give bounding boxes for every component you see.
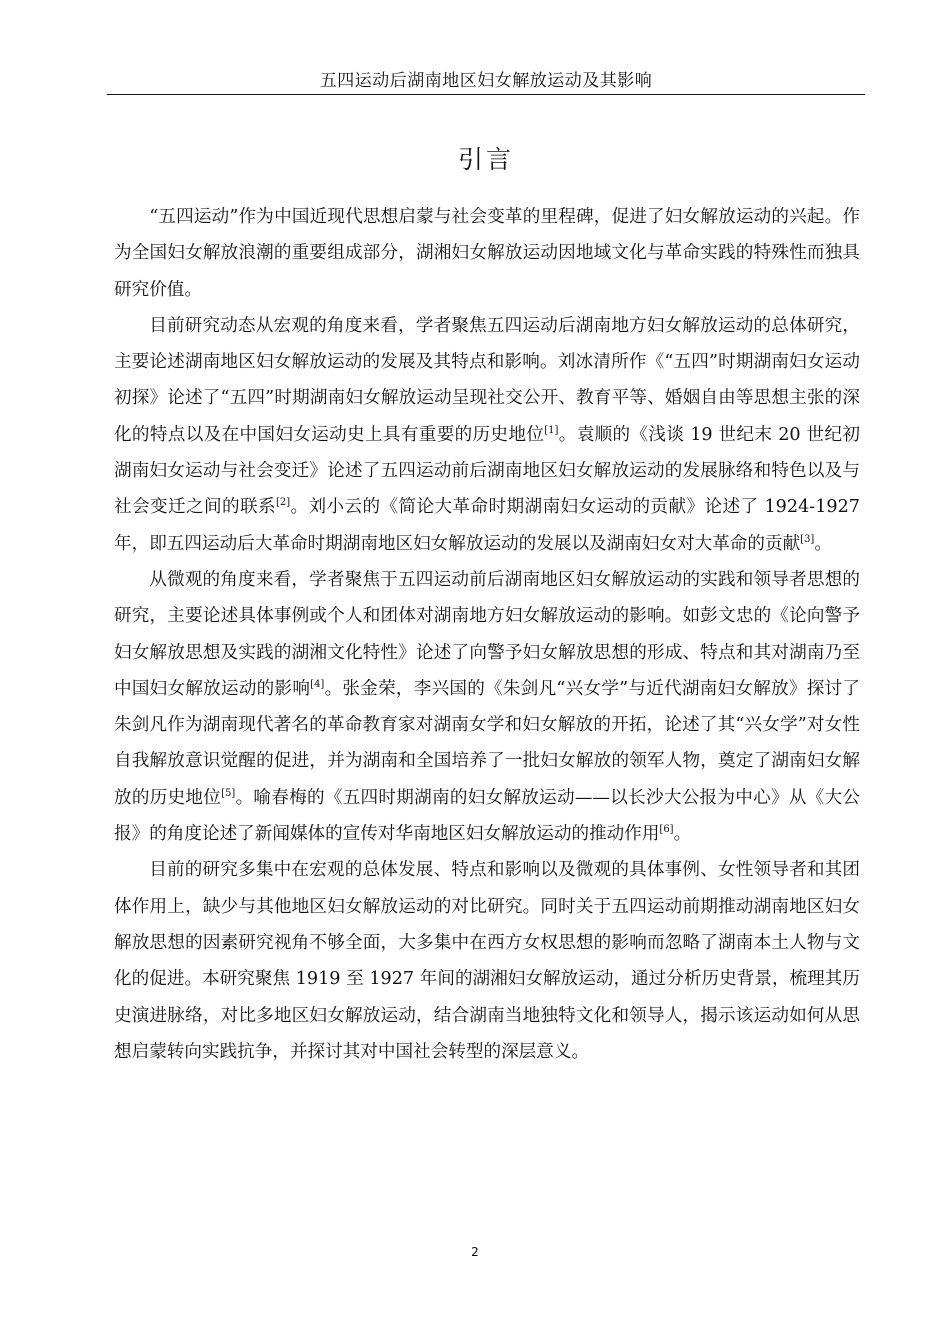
paragraph-text: 。袁顺的《浅谈 19 世纪末 20 世纪初湖南妇女运动与社会变迁》论述了五四运动前后湖南地区妇女解放运动的发展脉络和特色以及与社会变迁之间的联系 xyxy=(114,424,860,518)
paragraph xyxy=(114,562,860,852)
paragraph-text: 目前的研究多集中在宏观的总体发展、特点和影响以及微观的具体事例、女性领导者和其团体作用上，缺少与其他地区妇女解放运动的对比研究。同时关于五四运动前期推动湖南地区妇女解放思想的因素研究视角不够全面，大多集中在西方女权思想的影响而忽略了湖南本土人物与文化的促进。本研究聚焦 1919 至 1927 年间的湖湘妇女解放运动，通过分析历史背景，梳理其历史演进脉络，对比多地区妇女解放运动，结合湖南当地独特文化和领导人，揭示该运动如何从思想启蒙转向实践抗争，并探讨其对中国社会转型的深层意义。 xyxy=(114,860,860,1062)
paragraph-text: 。刘小云的《简论大革命时期湖南妇女运动的贡献》论述了 1924-1927 年，即五四运动后大革命时期湖南地区妇女解放运动的发展以及湖南妇女对大革命的贡献 xyxy=(114,497,860,554)
paragraph-text: 从微观的角度来看，学者聚焦于五四运动前后湖南地区妇女解放运动的实践和领导者思想的研究，主要论述具体事例或个人和团体对湖南地方妇女解放运动的影响。如彭文忠的《论向警予妇女解放思想及实践的湖湘文化特性》论述了向警予妇女解放思想的形成、特点和其对湖南乃至中国妇女解放运动的影响 xyxy=(114,569,860,699)
citation-marker: [6] xyxy=(659,824,674,836)
citation-marker: [3] xyxy=(800,533,815,545)
paragraph-text: 。喻春梅的《五四时期湖南的妇女解放运动——以长沙大公报为中心》从《大公报》的角度论述了新闻媒体的宣传对华南地区妇女解放运动的推动作用 xyxy=(114,787,860,845)
paragraph-text: 。张金荣，李兴国的《朱剑凡“兴女学”与近代湖南妇女解放》探讨了朱剑凡作为湖南现代著名的革命教育家对湖南女学和妇女解放的开拓，论述了其“兴女学”对女性自我解放意识觉醒的促进，并为湖南和全国培养了一批妇女解放的领军人物，奠定了湖南妇女解放的历史地位 xyxy=(114,678,860,808)
citation-marker: [5] xyxy=(221,787,236,799)
citation-marker: [2] xyxy=(275,497,291,509)
paragraph xyxy=(114,852,860,1070)
paragraph-text: 目前研究动态从宏观的角度来看，学者聚焦五四运动后湖南地方妇女解放运动的总体研究，主要论述湖南地区妇女解放运动的发展及其特点和影响。刘冰清所作《“五四”时期湖南妇女运动初探》论述了“五四”时期湖南妇女解放运动呈现社交公开、教育平等、婚姻自由等思想主张的深化的特点以及在中国妇女运动史上具有重要的历史地位 xyxy=(114,315,860,445)
header-rule xyxy=(107,94,865,95)
citation-marker: [4] xyxy=(310,679,325,690)
paragraph-text: 。 xyxy=(673,824,692,845)
running-header: 五四运动后湖南地区妇女解放运动及其影响 xyxy=(319,71,653,91)
paragraph xyxy=(114,199,860,308)
body-text xyxy=(114,199,860,1070)
paragraph-text: “五四运动”作为中国近现代思想启蒙与社会变革的里程碑，促进了妇女解放运动的兴起。作为全国妇女解放浪潮的重要组成部分，湖湘妇女解放运动因地域文化与革命实践的特殊性而独具研究价值。 xyxy=(114,207,860,300)
paragraph xyxy=(114,308,860,562)
paragraph-text: 。 xyxy=(814,533,832,554)
citation-marker: [1] xyxy=(544,424,559,436)
section-title: 引言 xyxy=(457,145,514,174)
page-number: 2 xyxy=(471,1245,479,1259)
